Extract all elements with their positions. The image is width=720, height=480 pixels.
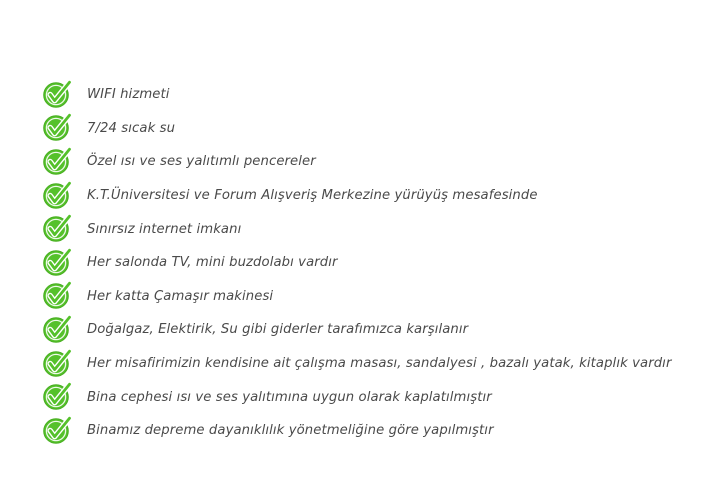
check-circle-icon: [42, 415, 72, 445]
check-circle-icon: [42, 348, 72, 378]
feature-item: [42, 245, 671, 279]
feature-label: Binamız depreme dayanıklılık yönetmeliğine göre yapılmıştır: [87, 423, 494, 439]
check-circle-icon: [42, 280, 72, 310]
feature-item: [42, 144, 671, 178]
feature-item: [42, 346, 671, 380]
feature-label: Her katta Çamaşır makinesi: [87, 288, 274, 304]
feature-label: Sınırsız internet imkanı: [87, 221, 242, 237]
feature-label: Her misafirimizin kendisine ait çalışma masası, sandalyesi , bazalı yatak, kitaplık vardır: [87, 356, 672, 372]
feature-item: [42, 279, 671, 313]
feature-item: [42, 77, 671, 111]
check-circle-icon: [42, 247, 72, 277]
feature-label: 7/24 sıcak su: [87, 120, 176, 136]
feature-label: Doğalgaz, Elektirik, Su gibi giderler tarafımızca karşılanır: [87, 322, 469, 338]
check-circle-icon: [42, 112, 72, 142]
feature-list: [42, 77, 671, 447]
check-circle-icon: [42, 213, 72, 243]
feature-item: [42, 413, 671, 447]
feature-item: [42, 312, 671, 346]
feature-item: [42, 211, 671, 245]
check-circle-icon: [42, 381, 72, 411]
feature-label: Özel ısı ve ses yalıtımlı pencereler: [87, 154, 316, 170]
check-circle-icon: [42, 180, 72, 210]
feature-item: [42, 111, 671, 145]
feature-label: WIFI hizmeti: [87, 87, 170, 103]
check-circle-icon: [42, 314, 72, 344]
feature-item: [42, 379, 671, 413]
feature-item: [42, 178, 671, 212]
feature-label: K.T.Üniversitesi ve Forum Alışveriş Merkezine yürüyüş mesafesinde: [87, 188, 538, 204]
check-circle-icon: [42, 79, 72, 109]
feature-label: Her salonda TV, mini buzdolabı vardır: [87, 255, 338, 271]
feature-label: Bina cephesi ısı ve ses yalıtımına uygun olarak kaplatılmıştır: [87, 389, 492, 405]
check-circle-icon: [42, 146, 72, 176]
